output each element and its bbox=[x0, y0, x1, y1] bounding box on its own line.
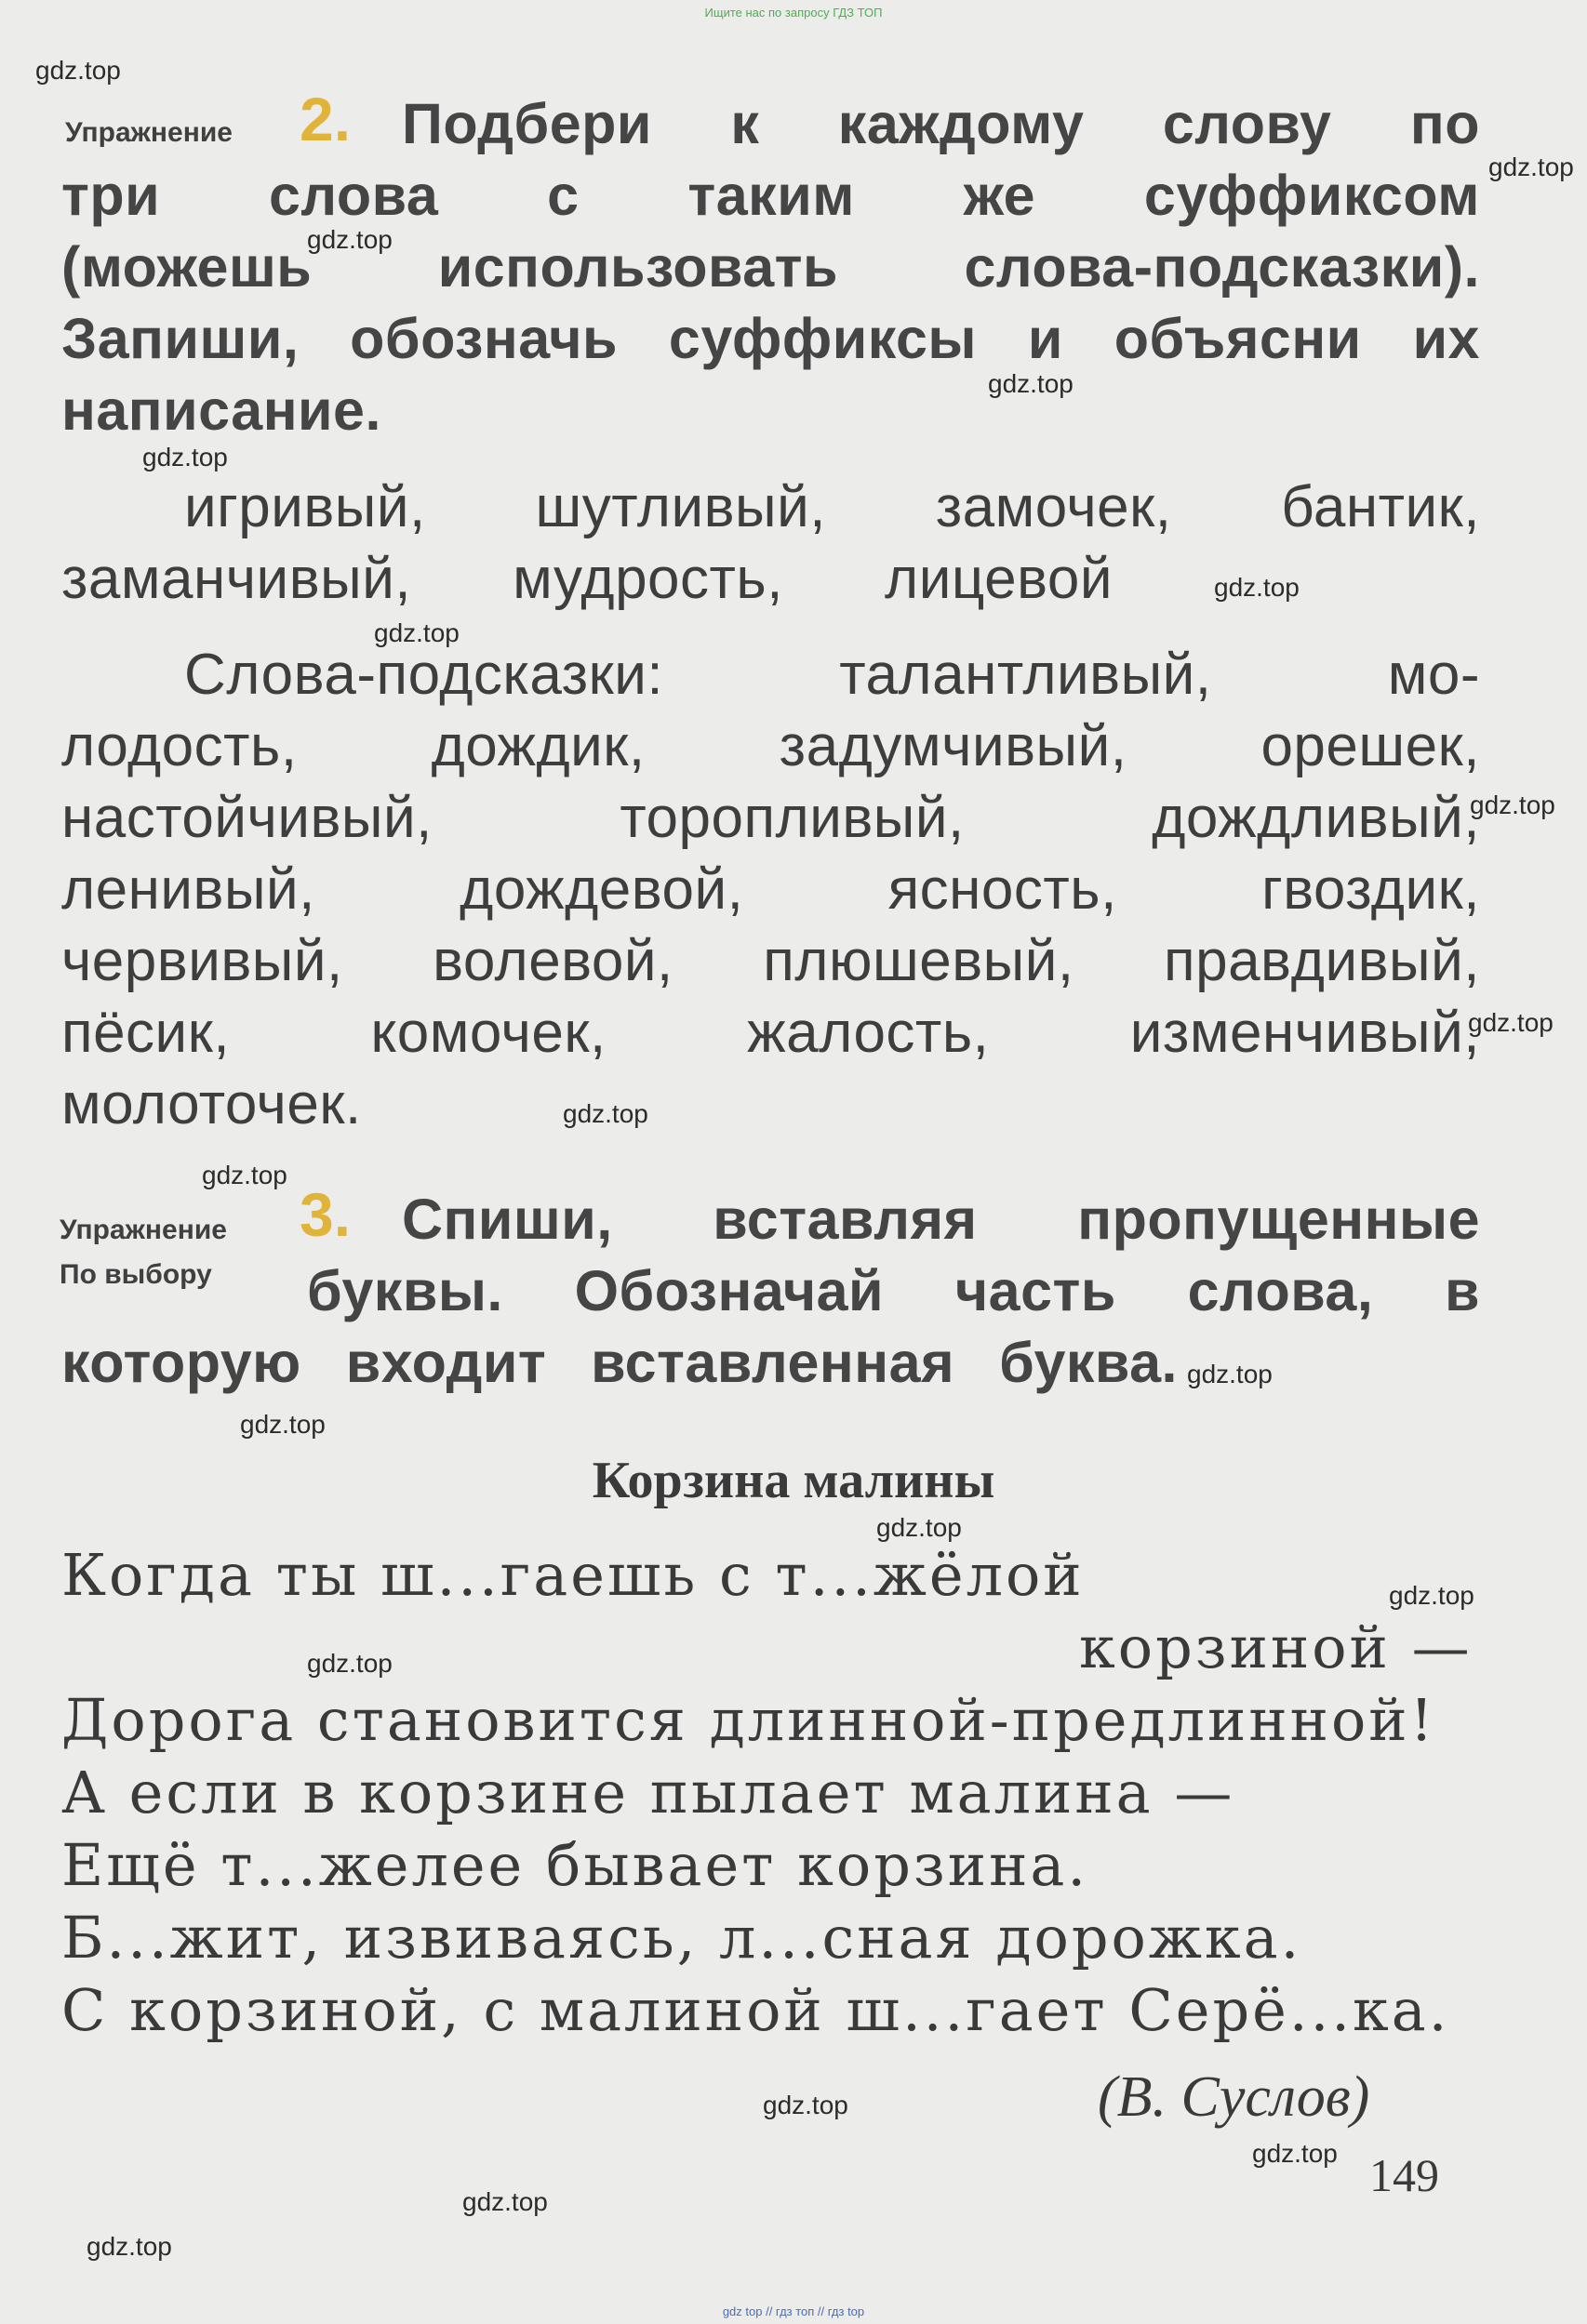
watermark: gdz.top bbox=[763, 2091, 848, 2119]
watermark: gdz.top bbox=[307, 1649, 393, 1678]
poem-line: Дорога становится длинной-предлинной! bbox=[61, 1686, 1436, 1754]
watermark: gdz.top bbox=[563, 1099, 648, 1128]
watermark: gdz.top bbox=[1214, 573, 1300, 602]
exercise-2-words-line: заманчивый, мудрость, лицевой bbox=[61, 547, 1113, 611]
watermark: gdz.top bbox=[202, 1161, 287, 1189]
exercise-2-instruction-line: Запиши, обозначь суффиксы и объясни их bbox=[61, 307, 1480, 370]
watermark: gdz.top bbox=[876, 1513, 962, 1542]
watermark: gdz.top bbox=[35, 56, 121, 85]
watermark: gdz.top bbox=[142, 443, 228, 471]
poem-line: А если в корзине пылает малина — bbox=[61, 1759, 1235, 1826]
exercise-3-instruction-line: буквы. Обозначай часть слова, в bbox=[307, 1259, 1480, 1322]
exercise-3-instruction-line: Спиши, вставляя пропущенные bbox=[402, 1188, 1480, 1251]
exercise-2-hints-line: настойчивый, торопливый, дождливый, bbox=[61, 786, 1480, 850]
exercise-2-hints-line: молоточек. bbox=[61, 1072, 362, 1136]
poem-line: Ещё т...желее бывает корзина. bbox=[61, 1831, 1089, 1899]
exercise-3-instruction-line: которую входит вставленная буква. bbox=[61, 1331, 1178, 1394]
watermark: gdz.top bbox=[1187, 1360, 1273, 1388]
watermark: gdz.top bbox=[374, 618, 460, 647]
exercise-2-hints-line: Слова-подсказки: талантливый, мо- bbox=[184, 643, 1480, 707]
poem-author: (В. Суслов) bbox=[1098, 2065, 1370, 2129]
page-number: 149 bbox=[1369, 2149, 1439, 2201]
poem-line: С корзиной, с малиной ш...гает Серё...ка. bbox=[61, 1976, 1450, 2044]
watermark: gdz.top bbox=[1252, 2139, 1338, 2168]
exercise-2-instruction-line: три слова с таким же суффиксом bbox=[61, 164, 1480, 227]
bottom-links[interactable]: gdz top // гдз топ // гдз top bbox=[722, 2304, 865, 2318]
poem-line: корзиной — bbox=[1079, 1614, 1473, 1681]
exercise-number: 2. bbox=[300, 85, 352, 153]
watermark: gdz.top bbox=[1389, 1581, 1474, 1610]
exercise-2-words-line: игривый, шутливый, замочек, бантик, bbox=[184, 475, 1480, 539]
exercise-2-hints-line: ленивый, дождевой, ясность, гвоздик, bbox=[61, 857, 1480, 922]
watermark: gdz.top bbox=[307, 225, 393, 254]
exercise-number: 3. bbox=[300, 1180, 352, 1249]
exercise-label: Упражнение bbox=[60, 1215, 227, 1245]
exercise-2-hints-line: пёсик, комочек, жалость, изменчивый, bbox=[61, 1001, 1480, 1065]
exercise-label: Упражнение bbox=[65, 117, 233, 148]
watermark: gdz.top bbox=[1488, 153, 1574, 181]
watermark: gdz.top bbox=[462, 2187, 548, 2216]
exercise-2-instruction-line: Подбери к каждому слову по bbox=[402, 92, 1480, 155]
watermark: gdz.top bbox=[988, 369, 1074, 398]
watermark: gdz.top bbox=[1470, 790, 1555, 819]
exercise-2-instruction-line: написание. bbox=[61, 378, 381, 442]
exercise-2-instruction-line: (можешь использовать слова-подсказки). bbox=[61, 235, 1480, 299]
exercise-2-hints-line: червивый, волевой, плюшевый, правдивый, bbox=[61, 929, 1480, 993]
watermark: gdz.top bbox=[1468, 1008, 1554, 1037]
poem-line: Б...жит, извиваясь, л...сная дорожка. bbox=[61, 1904, 1302, 1972]
watermark: gdz.top bbox=[87, 2232, 172, 2261]
poem-title: Корзина малины bbox=[592, 1452, 995, 1509]
watermark: gdz.top bbox=[240, 1410, 326, 1439]
poem-line: Когда ты ш...гаешь с т...жёлой bbox=[61, 1541, 1085, 1609]
top-banner-note[interactable]: Ищите нас по запросу ГДЗ ТОП bbox=[704, 6, 883, 20]
exercise-sublabel: По выбору bbox=[60, 1259, 212, 1290]
exercise-2-hints-line: лодость, дождик, задумчивый, орешек, bbox=[61, 714, 1480, 778]
